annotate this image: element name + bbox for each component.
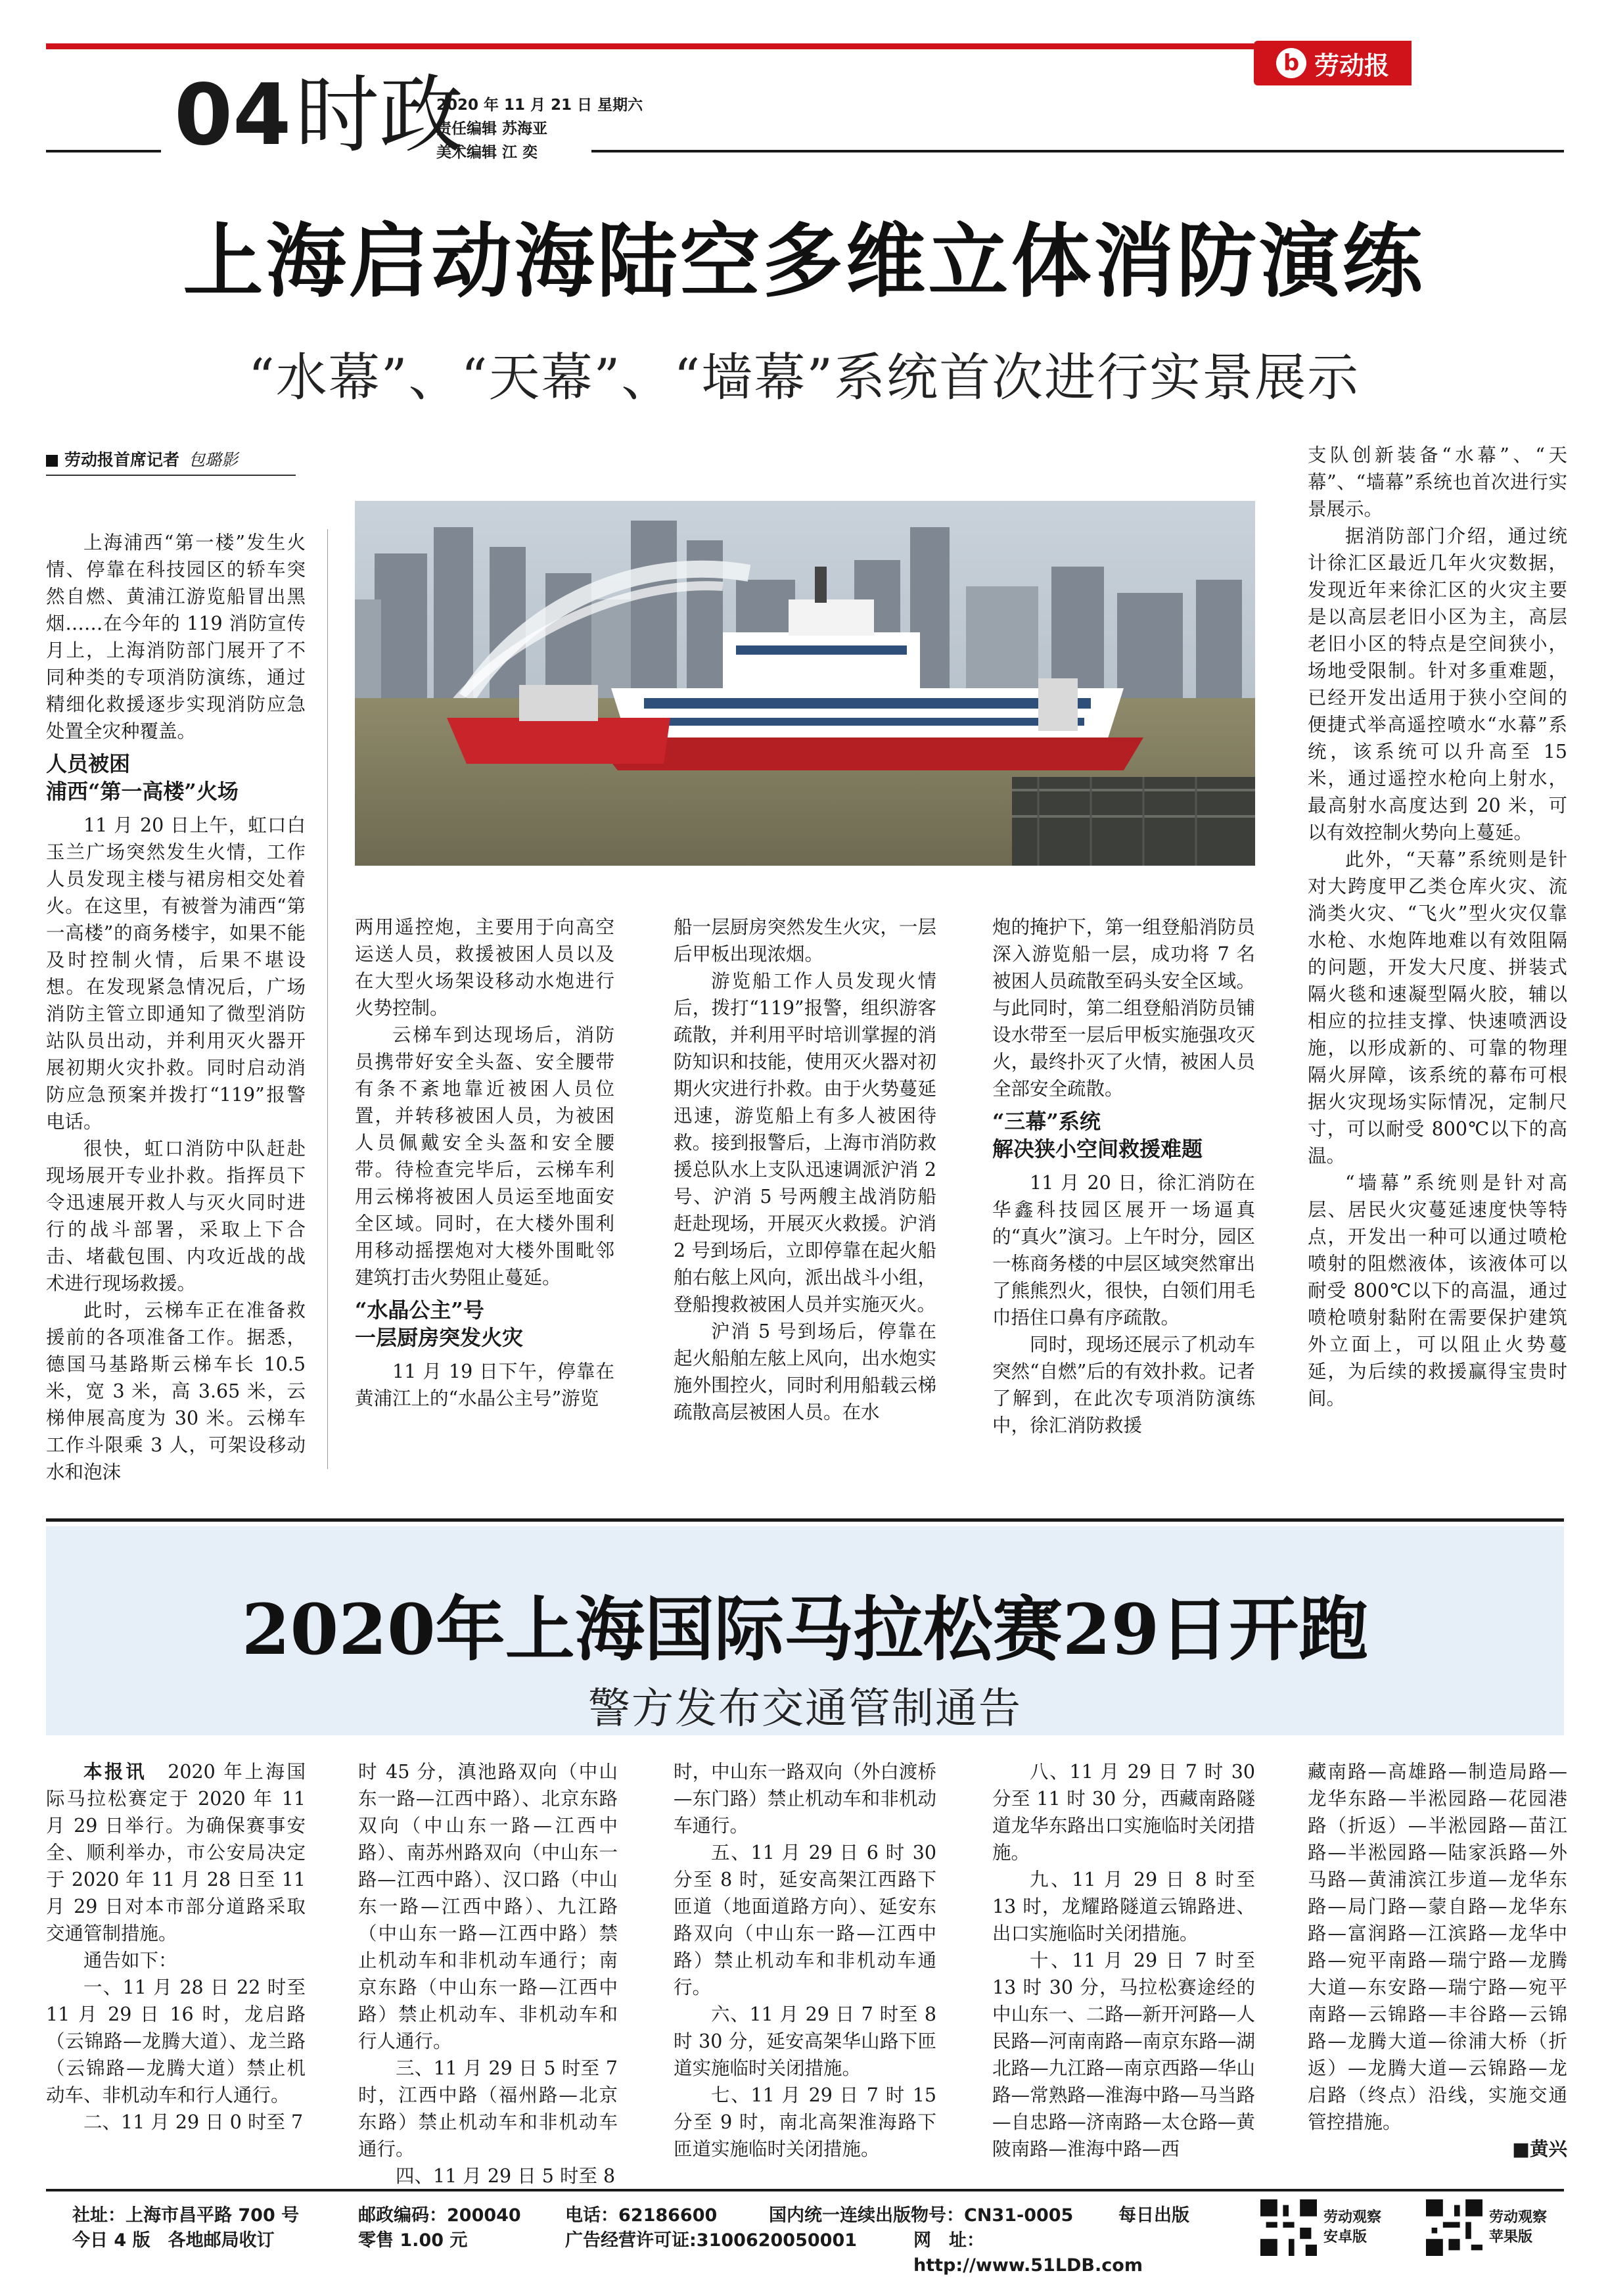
lead-tag: 本报讯: [83, 1760, 147, 1783]
issue-meta: [436, 93, 643, 164]
column-divider: [327, 529, 328, 1469]
footer-cn-number: 国内统一连续出版物号：CN31-0005: [769, 2205, 1074, 2226]
article2-signature: ■黄兴: [1512, 2138, 1567, 2160]
footer-block-1: [72, 2203, 299, 2253]
paragraph: 同时，现场还展示了机动车突然“自燃”后的有效扑救。记者了解到，在此次专项消防演练中，徐汇消防救援: [992, 1334, 1255, 1436]
footer-daily: 每日出版: [1118, 2205, 1189, 2226]
article1-column-1: [46, 529, 306, 1486]
paragraph: 据消防部门介绍，通过统计徐汇区最近几年火灾数据，发现近年来徐汇区的火灾主要是以高层老旧小区为主，高层老旧小区的特点是空间狭小，场地受限制。针对多重难题，已经开发出适用于狭小空间的便捷式举高遥控喷水“水幕”系统，该系统可以升高至 15 米，通过遥控水枪向上射水，最高射水高度达到 20 米，可以有效控制火势向上蔓延。: [1308, 525, 1567, 843]
editor-credit: 责任编辑 苏海亚: [436, 120, 548, 137]
section-number: 04: [174, 66, 292, 164]
paragraph: 船一层厨房突然发生火灾，一层后甲板出现浓烟。: [674, 916, 936, 965]
article1-column-2: [355, 914, 614, 1412]
article2-column-3: [674, 1758, 936, 2163]
article2-column-4: [992, 1758, 1255, 2163]
article1-subheading-1: 人员被困 浦西“第一高楼”火场: [46, 751, 239, 804]
footer-block-2: [358, 2203, 521, 2253]
footer-phone: 电话：62186600: [565, 2205, 718, 2226]
paragraph: 11 月 20 日，徐汇消防在华鑫科技园区展开一场逼真的“真火”演习。上午时分，园区一栋商务楼的中层区域突然窜出了熊熊烈火，很快，白领们用毛巾捂住口鼻有序疏散。: [992, 1172, 1255, 1328]
qr-ios[interactable]: [1426, 2199, 1547, 2256]
logo-mark-icon: b: [1276, 48, 1306, 78]
article1-subheadline: “水幕”、“天幕”、“墙幕”系统首次进行实景展示: [248, 348, 1360, 408]
paragraph: [46, 1758, 306, 1947]
paragraph: 11 月 19 日下午，停靠在黄浦江上的“水晶公主号”游览: [355, 1361, 614, 1409]
footer-postcode: 邮政编码：200040: [358, 2205, 521, 2226]
paragraph: 一、11 月 28 日 22 时至 11 月 29 日 16 时，龙启路（云锦路—龙腾大道）、龙兰路（云锦路—龙腾大道）禁止机动车、非机动车和行人通行。: [46, 1977, 306, 2106]
paragraph: 十、11 月 29 日 7 时至 13 时 30 分，马拉松赛途经的中山东一、二路—新开河路—人民路—河南南路—南京东路—湖北路—九江路—南京西路—华山路—常熟路—淮海中路—马当路—自忠路—济南路—太仓路—黄陂南路—淮海中路—西: [992, 1950, 1255, 2160]
article2-column-2: [358, 1758, 618, 2190]
byline-author: 包璐影: [189, 450, 239, 469]
header-right-rule: [591, 150, 1564, 152]
fireboat-photo: [355, 501, 1255, 866]
paragraph: 炮的掩护下，第一组登船消防员深入游览船一层，成功将 7 名被困人员疏散至码头安全区域。与此同时，第二组登船消防员铺设水带至一层后甲板实施强攻灭火，最终扑灭了火情，被困人员全部安全疏散。: [992, 916, 1255, 1100]
paragraph: 沪消 5 号到场后，停靠在起火船舶左舷上风向，出水炮实施外围控火，同时利用船载云梯疏散高层被困人员。在水: [674, 1321, 936, 1423]
paragraph: 此时，云梯车正在准备救援前的各项准备工作。据悉，德国马基路斯云梯车长 10.5 米，宽 3 米，高 3.65 米，云梯伸展高度为 30 米。云梯车工作斗限乘 3 人，可架设移动水和泡沫: [46, 1300, 306, 1483]
logo-text: 劳动报: [1314, 50, 1389, 80]
article2-column-1: [46, 1758, 306, 2136]
header-left-rule: [46, 150, 161, 152]
article1-subheading-3: “三幕”系统 解决狭小空间救援难题: [992, 1109, 1203, 1161]
section-divider: [46, 1518, 1564, 1522]
paragraph: 此外，“天幕”系统则是针对大跨度甲乙类仓库火灾、流淌类火灾、“飞火”型火灾仅靠水枪、水炮阵地难以有效阻隔的问题，开发大尺度、拼装式隔火毯和速凝型隔火胶，辅以相应的拉挂支撑、快速喷洒设施，以形成新的、可靠的物理隔火屏障，该系统的幕布可根据火灾现场实际情况，定制尺寸，可以耐受 800℃以下的高温。: [1308, 849, 1567, 1167]
paragraph: 时，中山东一路双向（外白渡桥—东门路）禁止机动车和非机动车通行。: [674, 1761, 936, 1837]
qr-android-label: 劳动观察 安卓版: [1323, 2209, 1382, 2245]
article1-headline: 上海启动海陆空多维立体消防演练: [183, 214, 1425, 308]
qr-android[interactable]: [1260, 2199, 1381, 2256]
paragraph: 云梯车到达现场后，消防员携带好安全头盔、安全腰带有条不紊地靠近被困人员位置，并转移被困人员，为被困人员佩戴安全头盔和安全腰带。待检查完毕后，云梯车利用云梯将被困人员运至地面安全区域。同时，在大楼外围利用移动摇摆炮对大楼外围毗邻建筑打击火势阻止蔓延。: [355, 1024, 614, 1288]
paragraph: 11 月 20 日上午，虹口白玉兰广场突然发生火情，工作人员发现主楼与裙房相交处着火。在这里，有被誉为浦西“第一高楼”的商务楼宇，如果不能及时控制火情，后果不堪设想。在发现紧急情况后，广场消防主管立即通知了微型消防站队员出动，并利用灭火器开展初期火灾扑救。同时启动消防应急预案并拨打“119”报警电话。: [46, 814, 306, 1133]
qr-code-icon: [1260, 2199, 1317, 2256]
paragraph: 游览船工作人员发现火情后，拨打“119”报警，组织游客疏散，并利用平时培训掌握的消防知识和技能，使用灭火器对初期火灾进行扑救。由于火势蔓延迅速，游览船上有多人被困待救。接到报警后，上海市消防救援总队水上支队迅速调派沪消 2 号、沪消 5 号两艘主战消防船赶赴现场，开展灭火救援。沪消 2 号到场后，立即停靠在起火船舶右舷上风向，派出战斗小组，登船搜救被困人员并实施灭火。: [674, 970, 936, 1315]
footer-rule: [46, 2189, 1564, 2191]
article1-column-5: [1308, 442, 1567, 1412]
lead-text: 2020 年上海国际马拉松赛定于 2020 年 11 月 29 日举行。为确保赛事安全、顺利举办，市公安局决定于 2020 年 11 月 28 日至 11 月 29 日对本市部分道路采取交通管制措施。: [46, 1761, 306, 1944]
section-name: 时政: [295, 66, 464, 164]
article2-subheadline: 警方发布交通管制通告: [588, 1685, 1022, 1733]
footer-website[interactable]: 网 址：http://www.51LDB.com: [913, 2230, 1143, 2276]
paragraph: 时 45 分，滇池路双向（中山东一路—江西中路）、北京东路双向（中山东一路—江西中路）、南苏州路双向（中山东一路—江西中路）、汉口路（中山东一路—江西中路）、九江路（中山东一路—江西中路）禁止机动车和非机动车通行；南京东路（中山东一路—江西中路）禁止机动车、非机动车和行人通行。: [358, 1761, 618, 2052]
art-editor-credit: 美术编辑 江 奕: [436, 144, 538, 161]
qr-code-icon: [1426, 2199, 1482, 2256]
paragraph: 二、11 月 29 日 0 时至 7: [83, 2111, 304, 2133]
paragraph: 八、11 月 29 日 7 时 30 分至 11 时 30 分，西藏南路隧道龙华东路出口实施临时关闭措施。: [992, 1761, 1255, 1863]
article1-byline: [46, 447, 296, 476]
paragraph: 四、11 月 29 日 5 时至 8: [396, 2165, 616, 2187]
paragraph: “墙幕”系统则是针对高层、居民火灾蔓延速度快等特点，开发出一种可以通过喷枪喷射的阻燃液体，该液体可以耐受 800℃以下的高温，通过喷枪喷射黏附在需要保护建筑外立面上，可以阻止火势蔓延，为后续的救援赢得宝贵时间。: [1308, 1172, 1567, 1409]
fireboat-drill-image: [355, 501, 1255, 866]
article2-headline: 2020年上海国际马拉松赛29日开跑: [241, 1588, 1369, 1670]
article1-column-4: [992, 914, 1255, 1439]
top-red-rule: [46, 43, 1254, 49]
paragraph: 支队创新装备“水幕”、“天幕”、“墙幕”系统也首次进行实景展示。: [1308, 444, 1567, 520]
footer-publication-row: [769, 2203, 1189, 2228]
footer-pages: 今日 4 版 各地邮局收订: [72, 2230, 275, 2251]
footer-price: 零售 1.00 元: [358, 2230, 468, 2251]
paragraph: 六、11 月 29 日 7 时至 8 时 30 分，延安高架华山路下匝道实施临时关闭措施。: [674, 2003, 936, 2079]
paragraph: 三、11 月 29 日 5 时至 7 时，江西中路（福州路—北京东路）禁止机动车和非机动车通行。: [358, 2057, 618, 2160]
paragraph: 七、11 月 29 日 7 时 15 分至 9 时，南北高架淮海路下匝道实施临时关闭措施。: [674, 2084, 936, 2160]
paragraph: 五、11 月 29 日 6 时 30 分至 8 时，延安高架江西路下匝道（地面道路方向）、延安东路双向（中山东一路—江西中路）禁止机动车和非机动车通行。: [674, 1842, 936, 1998]
section-header: [174, 66, 464, 164]
footer-address: 社址：上海市昌平路 700 号: [72, 2205, 300, 2226]
qr-ios-label: 劳动观察 苹果版: [1489, 2209, 1548, 2245]
article1-intro: 上海浦西“第一楼”发生火情、停靠在科技园区的轿车突然自燃、黄浦江游览船冒出黑烟……在今年的 119 消防宣传月上，上海消防部门展开了不同种类的专项消防演练，通过精细化救援逐步实现消防应急处置全灾种覆盖。: [46, 532, 306, 742]
article2-column-5: [1308, 1758, 1567, 2163]
issue-date: 2020 年 11 月 21 日 星期六: [436, 97, 643, 114]
paragraph: 九、11 月 29 日 8 时至 13 时，龙耀路隧道云锦路进、出口实施临时关闭措施。: [992, 1869, 1255, 1944]
newspaper-logo: [1254, 41, 1412, 85]
article1-column-3: [674, 914, 936, 1426]
paragraph: 两用遥控炮，主要用于向高空运送人员，救援被困人员以及在大型火场架设移动水炮进行火势控制。: [355, 916, 614, 1019]
byline-square-icon: [46, 455, 58, 467]
paragraph: 通告如下：: [83, 1950, 177, 1971]
footer-ad-license: 广告经营许可证:3100620050001: [565, 2230, 858, 2251]
article1-subheading-2: “水晶公主”号 一层厨房突发火灾: [355, 1298, 524, 1350]
footer-block-4: [769, 2203, 1189, 2278]
paragraph: 很快，虹口消防中队赶赴现场展开专业扑救。指挥员下令迅速展开救人与灭火同时进行的战斗部署，采取上下合击、堵截包围、内攻近战的战术进行现场救援。: [46, 1138, 306, 1294]
byline-label: 劳动报首席记者: [64, 450, 180, 469]
paragraph: 藏南路—高雄路—制造局路—龙华东路—半淞园路—花园港路（折返）—半淞园路—苗江路—半淞园路—陆家浜路—外马路—黄浦滨江步道—龙华东路—局门路—蒙自路—龙华东路—富润路—江滨路—龙华中路—宛平南路—瑞宁路—龙腾大道—东安路—瑞宁路—宛平南路—云锦路—丰谷路—云锦路—龙腾大道—徐浦大桥（折返）—龙腾大道—云锦路—龙启路（终点）沿线，实施交通管控措施。: [1308, 1761, 1567, 2133]
